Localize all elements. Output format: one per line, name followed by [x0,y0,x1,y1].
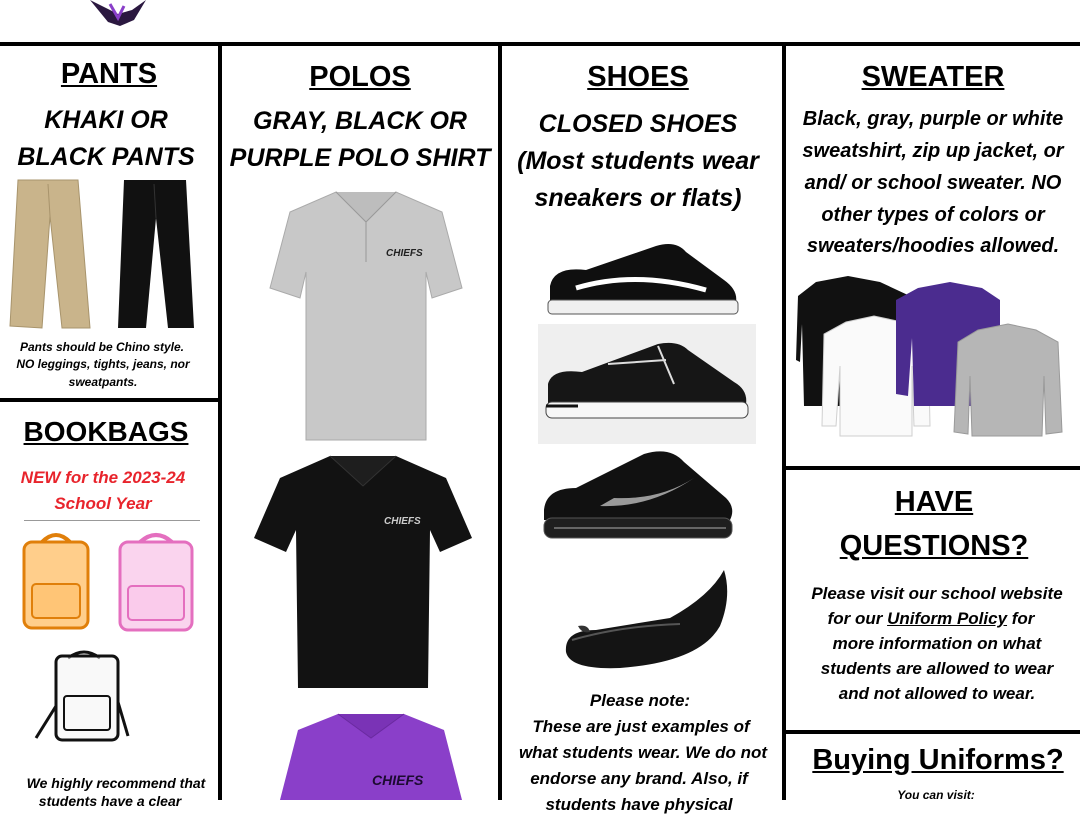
sweater-questions-divider [784,466,1080,470]
polos-subtitle-line2: PURPLE POLO SHIRT [229,144,491,172]
purple-polo-logo: CHIEFS [372,772,424,788]
sweater-line2: sweatshirt, zip up jacket, or [802,140,1064,162]
black-polo-image [250,452,476,692]
questions-buying-divider [784,730,1080,734]
khaki-pants-image [4,176,94,332]
pants-note-line3: sweatpants. [68,375,138,389]
pants-subtitle-line1: KHAKI OR [44,106,168,134]
pants-note-line1: Pants should be Chino style. [19,340,185,354]
buying-line1: You can visit: [897,788,975,802]
black-pants-image [112,178,198,332]
pink-clear-bag-image [112,528,200,636]
shoes-note-heading: Please note: [589,691,691,710]
questions-line4: students are allowed to wear [820,659,1054,678]
shoes-note-line2: what students wear. We do not [518,743,768,762]
shoes-subtitle-line3: sneakers or flats) [534,184,742,212]
polos-subtitle-line1: GRAY, BLACK OR [253,107,467,135]
questions-line5: and not allowed to wear. [838,684,1036,703]
gray-polo-logo: CHIEFS [386,248,423,259]
pants-bookbags-divider [0,398,220,402]
buying-title: Buying Uniforms? [812,744,1064,776]
shoes-note-line4: students have physical [545,795,733,814]
uniform-policy-link[interactable]: Uniform Policy [887,609,1008,628]
questions-line2-post: for [1007,609,1035,628]
shoes-note-line3: endorse any brand. Also, if [530,769,748,788]
polos-title: POLOS [309,61,411,93]
header-divider [0,42,1080,46]
bookbags-new-line2: School Year [54,494,152,513]
header-logo [88,0,148,28]
questions-title-line2: QUESTIONS? [839,530,1029,562]
orange-clear-bag-image [18,528,94,632]
gray-polo-image [266,188,466,446]
sweater-title: SWEATER [861,61,1005,93]
bookbags-note-line1: We highly recommend that [26,775,206,791]
bookbags-rule [24,520,200,521]
flat-shoe-image [560,566,732,674]
questions-line3: more information on what [832,634,1042,653]
sweater-line5: sweaters/hoodies allowed. [806,235,1060,257]
clear-bag-image [34,646,132,746]
sweater-line1: Black, gray, purple or white [802,108,1064,130]
bookbags-note-line2: students have a clear [38,793,182,809]
bookbags-title: BOOKBAGS [23,416,189,447]
pants-title: PANTS [60,58,158,90]
canvas-shoe-image [538,324,756,444]
black-polo-logo: CHIEFS [384,516,421,527]
shoes-subtitle-line2: (Most students wear [517,147,759,175]
shoes-title: SHOES [587,61,689,93]
shoes-note-line1: These are just examples of [532,717,750,736]
sweater-line4: other types of colors or [821,204,1045,226]
skate-shoe-image [546,240,740,320]
pants-note-line2: NO leggings, tights, jeans, nor [16,357,190,371]
sweater-line3: and/ or school sweater. NO [804,172,1062,194]
running-shoe-image [540,448,736,548]
bookbags-new-line1: NEW for the 2023-24 [20,468,186,487]
purple-polo-image [276,712,466,800]
questions-line1: Please visit our school website [811,584,1063,603]
pants-subtitle-line2: BLACK PANTS [17,143,195,171]
questions-title-line1: HAVE [894,486,974,518]
questions-line2-pre: for our [827,609,888,628]
shoes-subtitle-line1: CLOSED SHOES [538,110,738,138]
sweaters-image [796,276,1068,440]
questions-line2 [786,609,1076,629]
